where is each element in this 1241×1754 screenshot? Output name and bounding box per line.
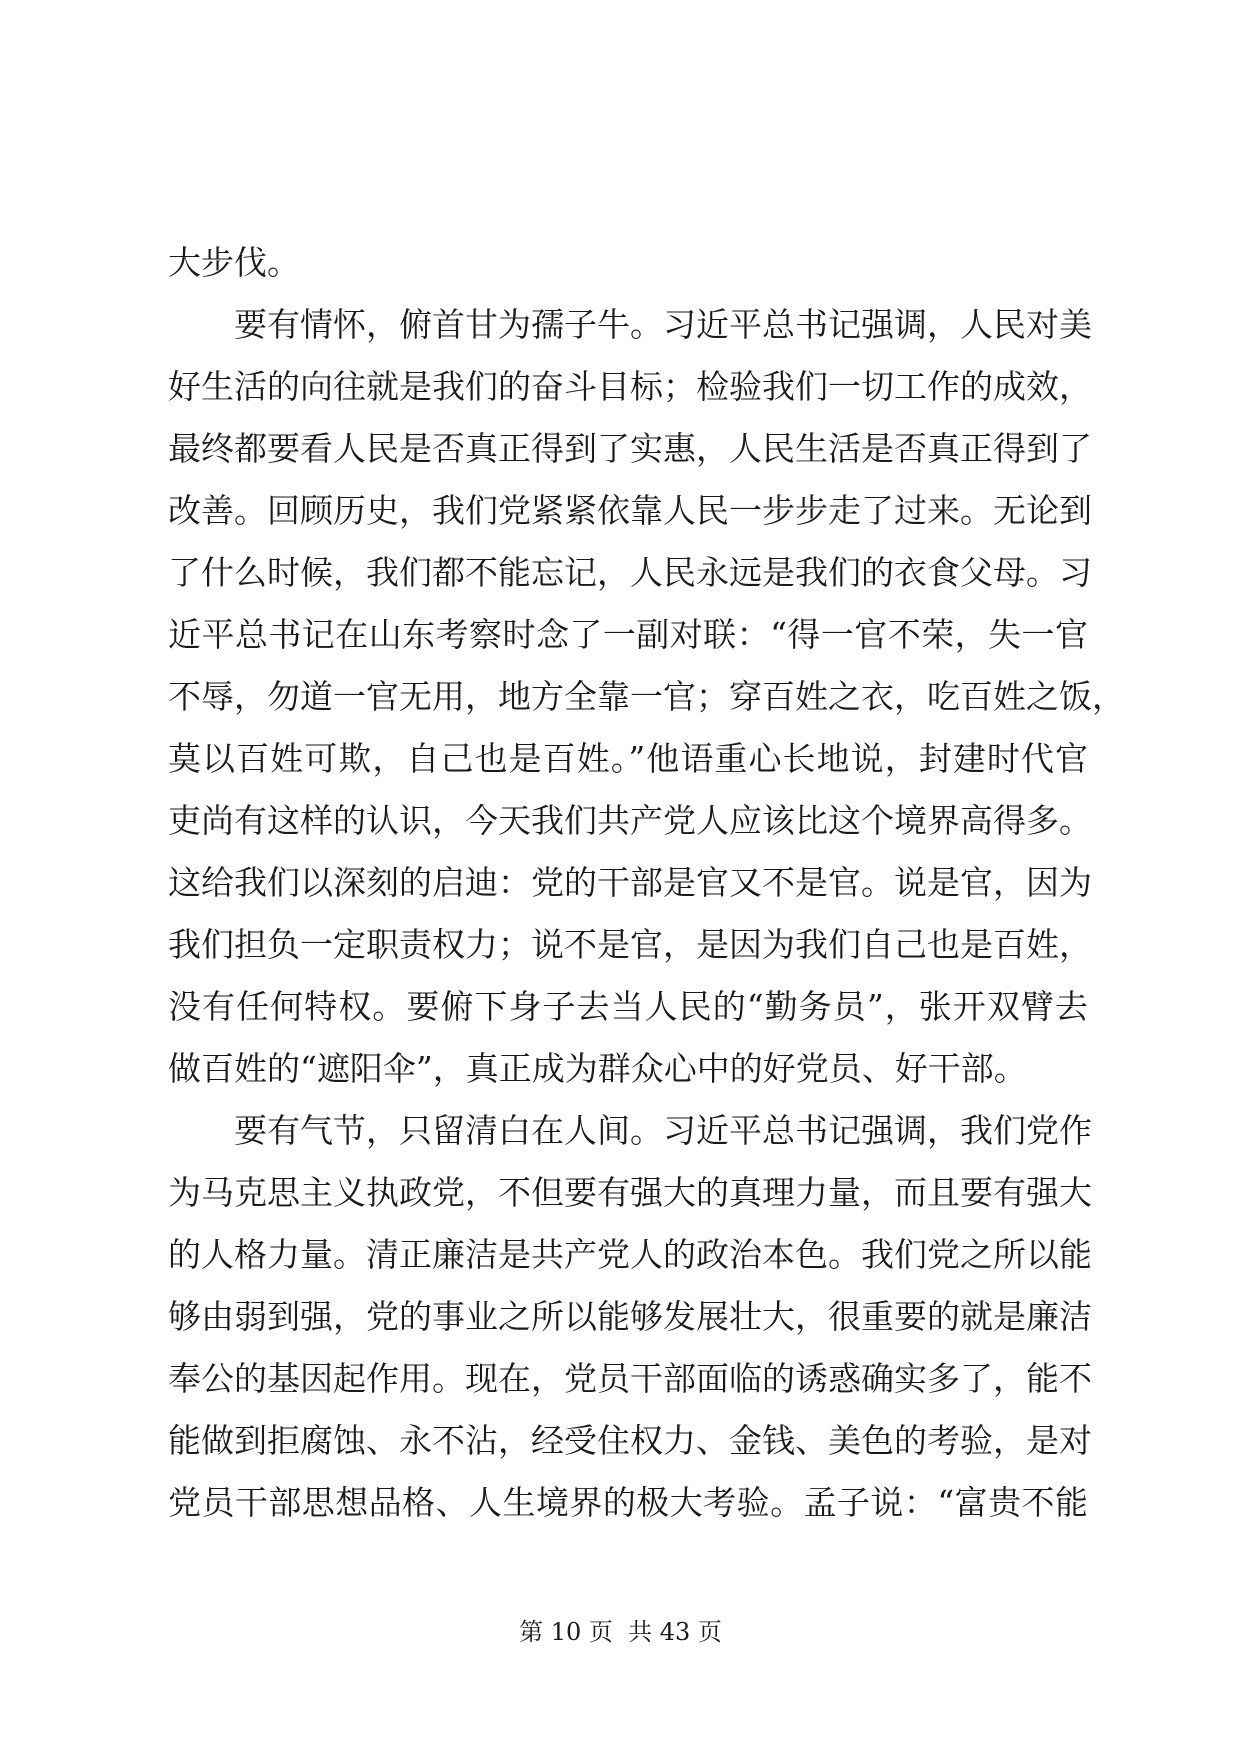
text-line: 能做到拒腐蚀、永不沾，经受住权力、金钱、美色的考验，是对 — [168, 1421, 1092, 1460]
document-body — [168, 232, 1125, 1534]
text-line: 做百姓的“遮阳伞”，真正成为群众心中的好党员、好干部。 — [168, 1049, 1027, 1088]
text-line: 要有气节，只留清白在人间。习近平总书记强调，我们党作 — [234, 1111, 1092, 1150]
text-line: 大步伐。 — [168, 243, 300, 282]
text-line: 吏尚有这样的认识，今天我们共产党人应该比这个境界高得多。 — [168, 801, 1092, 840]
paragraph — [168, 294, 1125, 1100]
text-line: 党员干部思想品格、人生境界的极大考验。孟子说：“富贵不能 — [168, 1483, 1088, 1522]
paragraph — [168, 1100, 1092, 1534]
text-line: 近平总书记在山东考察时念了一副对联：“得一官不荣，失一官 — [168, 615, 1088, 654]
text-line: 这给我们以深刻的启迪：党的干部是官又不是官。说是官，因为 — [168, 863, 1092, 902]
text-line: 莫以百姓可欺，自己也是百姓。”他语重心长地说，封建时代官 — [168, 739, 1088, 778]
text-line: 好生活的向往就是我们的奋斗目标；检验我们一切工作的成效， — [168, 367, 1092, 406]
text-line: 不辱，勿道一官无用，地方全靠一官；穿百姓之衣，吃百姓之饭， — [168, 677, 1125, 716]
text-line: 要有情怀，俯首甘为孺子牛。习近平总书记强调，人民对美 — [234, 305, 1092, 344]
text-line: 没有任何特权。要俯下身子去当人民的“勤务员”，张开双臂去 — [168, 987, 1088, 1026]
text-line: 最终都要看人民是否真正得到了实惠，人民生活是否真正得到了 — [168, 429, 1092, 468]
text-line: 奉公的基因起作用。现在，党员干部面临的诱惑确实多了，能不 — [168, 1359, 1092, 1398]
text-line: 了什么时候，我们都不能忘记，人民永远是我们的衣食父母。习 — [168, 553, 1092, 592]
text-line: 够由弱到强，党的事业之所以能够发展壮大，很重要的就是廉洁 — [168, 1297, 1092, 1336]
text-line: 我们担负一定职责权力；说不是官，是因为我们自己也是百姓， — [168, 925, 1092, 964]
page-footer — [0, 1612, 1241, 1647]
text-line: 的人格力量。清正廉洁是共产党人的政治本色。我们党之所以能 — [168, 1235, 1092, 1274]
text-line: 为马克思主义执政党，不但要有强大的真理力量，而且要有强大 — [168, 1173, 1092, 1212]
paragraph — [168, 232, 1088, 294]
text-line: 改善。回顾历史，我们党紧紧依靠人民一步步走了过来。无论到 — [168, 491, 1092, 530]
page-number-label: 第 10 页 共 43 页 — [519, 1618, 722, 1646]
